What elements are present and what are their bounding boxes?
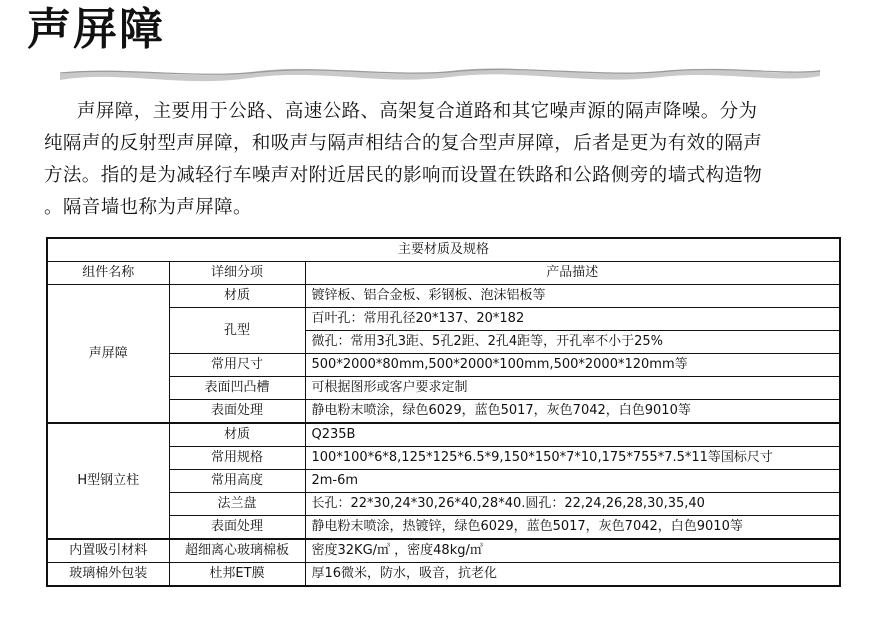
item-cell: 表面凹凸槽: [169, 377, 305, 400]
table-row: [47, 285, 840, 308]
item-cell: 孔型: [169, 308, 305, 354]
desc-cell: 可根据图形或客户要求定制: [305, 377, 840, 400]
table-header-row: [47, 262, 840, 285]
desc-cell: 微孔：常用3孔3距、5孔2距、2孔4距等，开孔率不小于25%: [305, 331, 840, 354]
header-item: 详细分项: [169, 262, 305, 285]
table-row: [47, 539, 840, 563]
component-cell: 玻璃棉外包装: [47, 563, 169, 587]
header-component: 组件名称: [47, 262, 169, 285]
item-cell: 表面处理: [169, 516, 305, 540]
item-cell: 杜邦ET膜: [169, 563, 305, 587]
intro-line-2: 纯隔声的反射型声屏障，和吸声与隔声相结合的复合型声屏障，后者是更为有效的隔声: [44, 133, 763, 154]
desc-cell: 镀锌板、铝合金板、彩钢板、泡沫铝板等: [305, 285, 840, 308]
desc-cell: 百叶孔：常用孔径20*137、20*182: [305, 308, 840, 331]
table-caption: 主要材质及规格: [47, 238, 840, 262]
decorative-wave-divider: [60, 62, 820, 84]
spec-table: [46, 237, 841, 587]
group-barrier: 声屏障: [47, 285, 169, 424]
header-description: 产品描述: [305, 262, 840, 285]
item-cell: 常用规格: [169, 447, 305, 470]
desc-cell: 2m-6m: [305, 470, 840, 493]
page-title: 声屏障: [27, 4, 165, 55]
desc-cell: 静电粉末喷涂，热镀锌，绿色6029，蓝色5017，灰色7042，白色9010等: [305, 516, 840, 540]
desc-cell: 静电粉末喷涂，绿色6029，蓝色5017，灰色7042，白色9010等: [305, 400, 840, 424]
desc-cell: 长孔：22*30,24*30,26*40,28*40.圆孔：22,24,26,28,30,35,40: [305, 493, 840, 516]
group-h-column: H型钢立柱: [47, 423, 169, 539]
item-cell: 材质: [169, 285, 305, 308]
table-caption-row: [47, 238, 840, 262]
desc-cell: Q235B: [305, 423, 840, 447]
item-cell: 常用尺寸: [169, 354, 305, 377]
item-cell: 法兰盘: [169, 493, 305, 516]
table-row: [47, 563, 840, 587]
item-cell: 材质: [169, 423, 305, 447]
table-row: [47, 423, 840, 447]
desc-cell: 100*100*6*8,125*125*6.5*9,150*150*7*10,175*755*7.5*11等国标尺寸: [305, 447, 840, 470]
intro-line-4: 。隔音墙也称为声屏障。: [44, 197, 252, 218]
desc-cell: 厚16微米，防水，吸音，抗老化: [305, 563, 840, 587]
desc-cell: 500*2000*80mm,500*2000*100mm,500*2000*120mm等: [305, 354, 840, 377]
intro-line-3: 方法。指的是为减轻行车噪声对附近居民的影响而设置在铁路和公路侧旁的墙式构造物: [44, 165, 763, 186]
intro-paragraph: [44, 96, 844, 224]
item-cell: 表面处理: [169, 400, 305, 424]
component-cell: 内置吸引材料: [47, 539, 169, 563]
item-cell: 常用高度: [169, 470, 305, 493]
desc-cell: 密度32KG/㎥ ，密度48kg/㎥: [305, 539, 840, 563]
intro-line-1: 声屏障，主要用于公路、高速公路、高架复合道路和其它噪声源的隔声降噪。分为: [77, 101, 758, 122]
item-cell: 超细离心玻璃棉板: [169, 539, 305, 563]
